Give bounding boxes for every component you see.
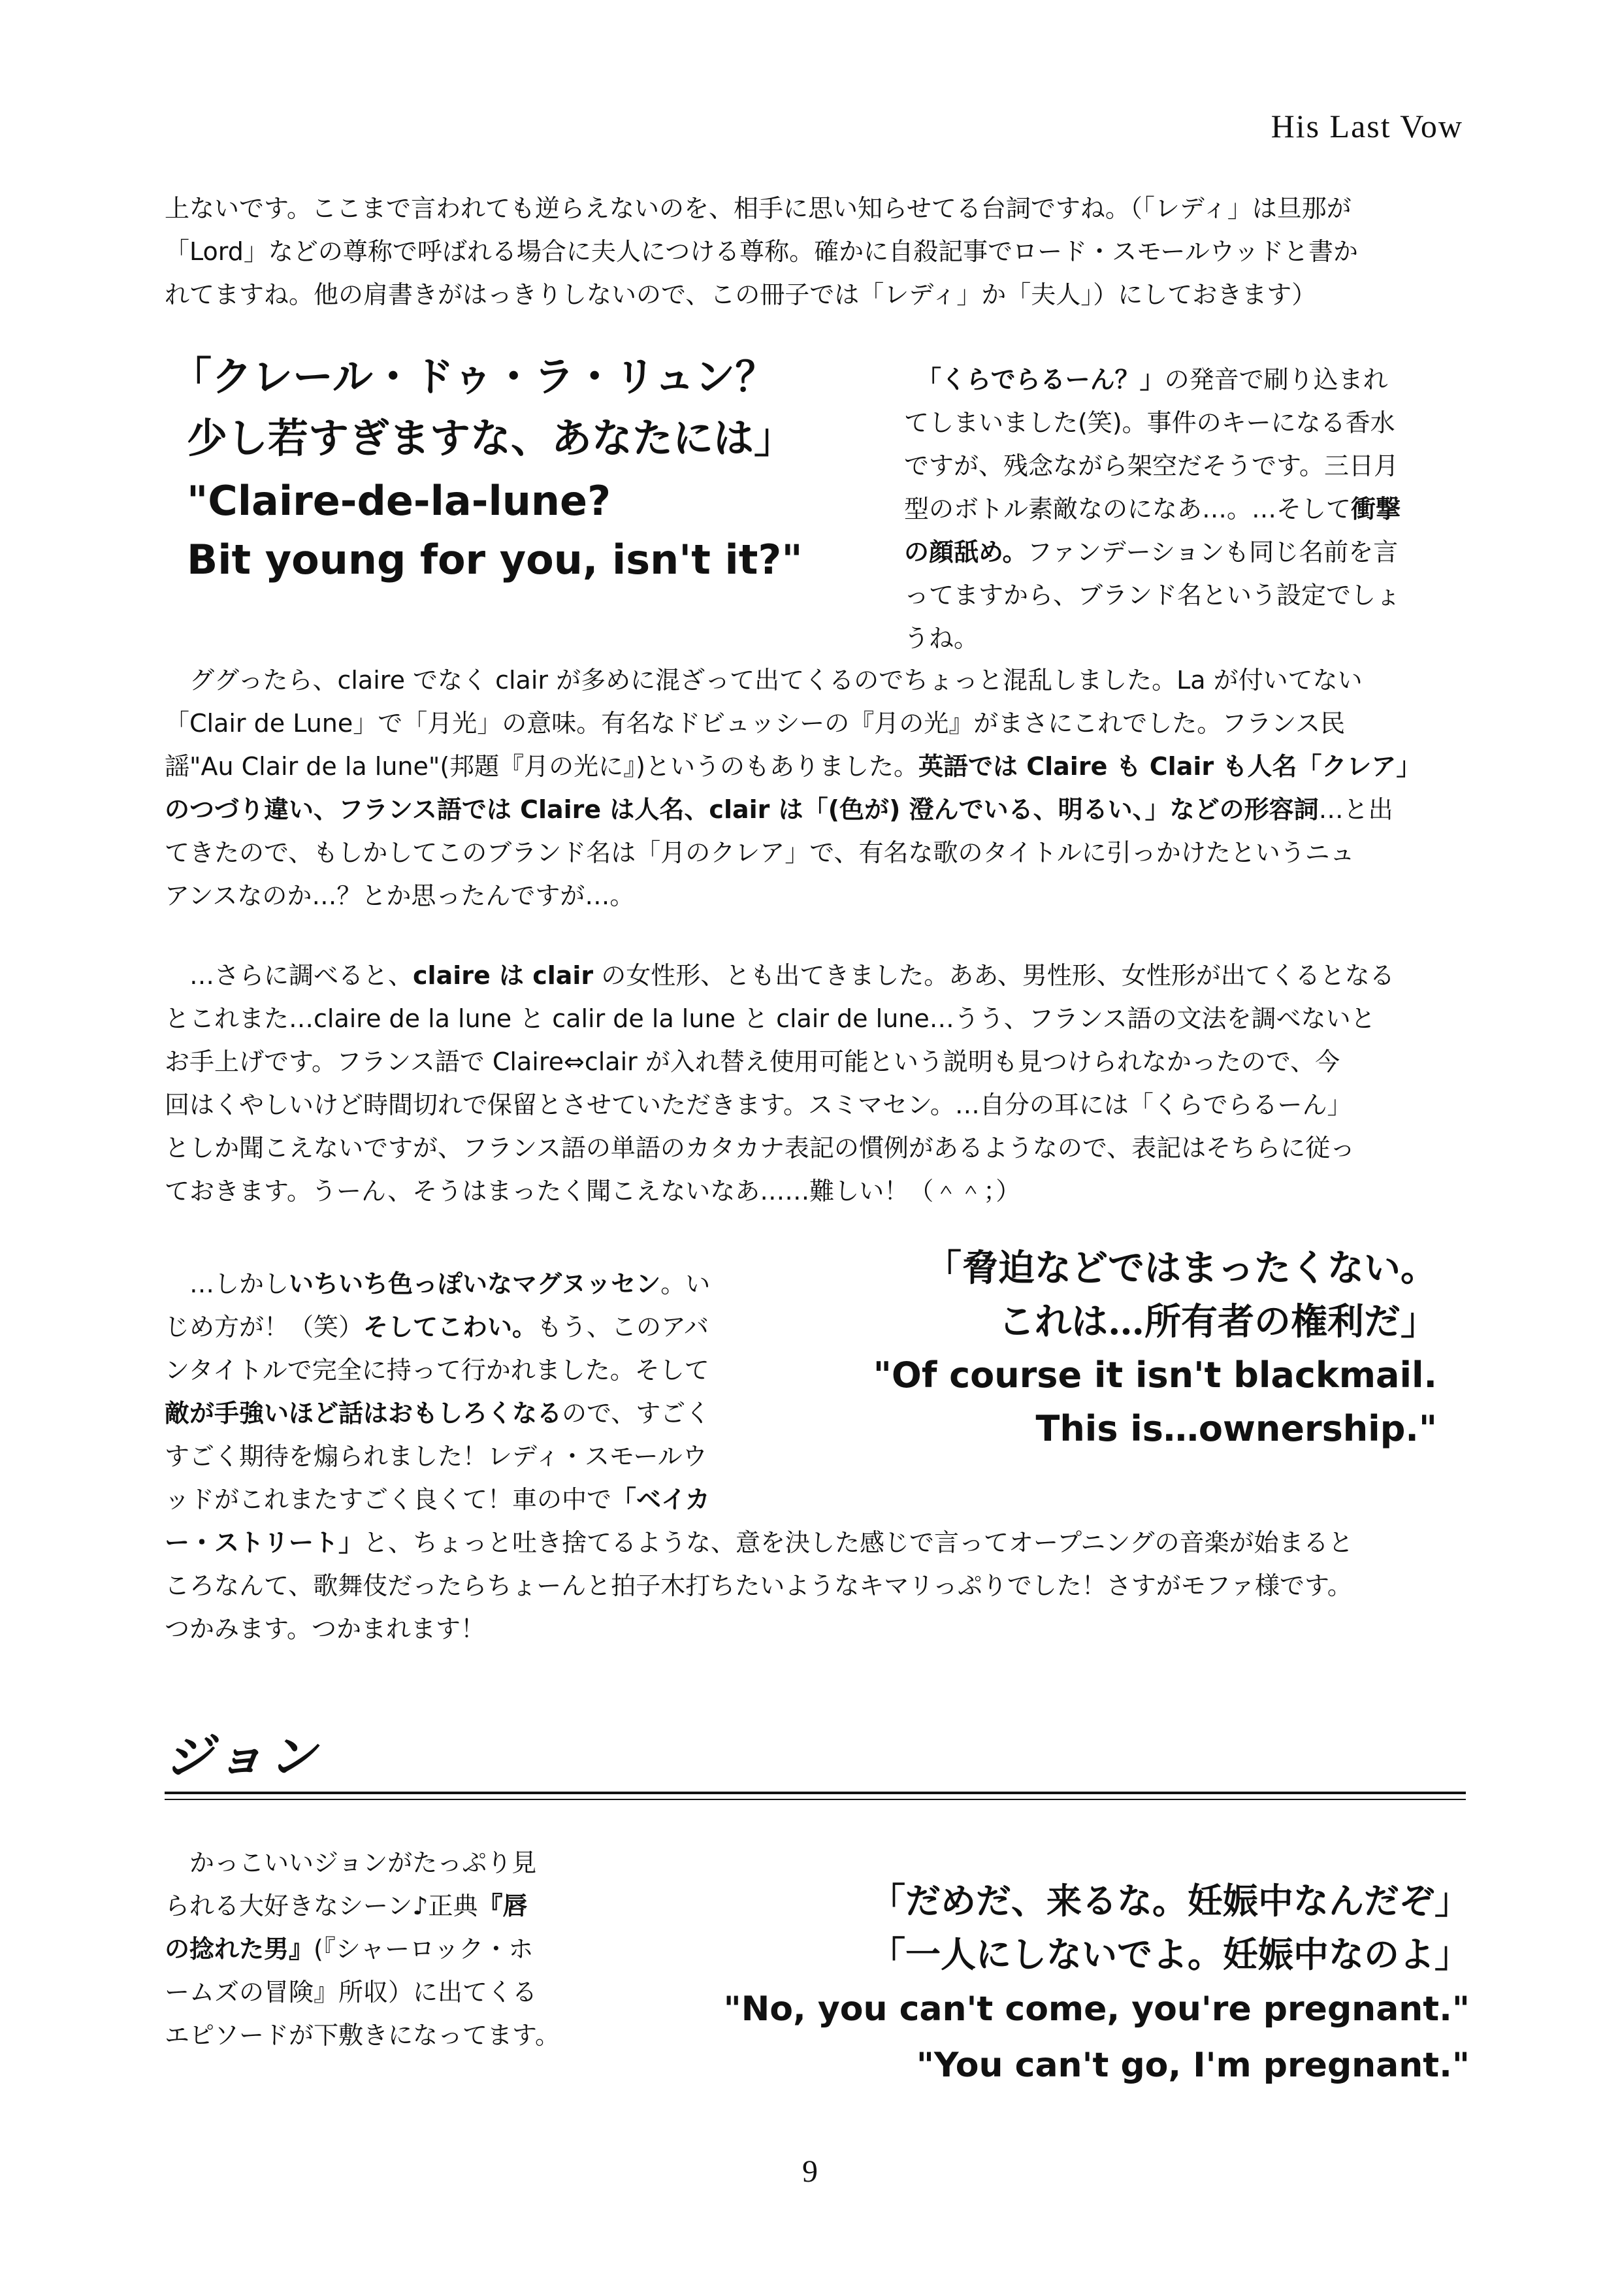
text-line: としか聞こえないですが、フランス語の単語のカタカナ表記の慣例があるようなので、表記はそちらに従っ	[165, 1134, 1355, 1162]
quote-jp-line: これは…所有者の権利だ」	[998, 1300, 1437, 1343]
text-line: 上ないです。ここまで言われても逆らえないのを、相手に思い知らせてる台詞ですね。（「レディ」は旦那が	[165, 194, 1352, 223]
bold-text: 『唇	[478, 1892, 528, 1920]
text-line: てきたので、もしかしてこのブランド名は「月のクレア」で、有名な歌のタイトルに引っかけたというニュ	[165, 838, 1355, 867]
text-line	[165, 954, 1471, 997]
bold-text: の顔舐め。	[904, 538, 1028, 566]
section-title: ジョン	[165, 1729, 321, 1785]
quote-en-line: "Of course it isn't blackmail.	[873, 1354, 1437, 1396]
text-line: ておきます。うーん、そうはまったく聞こえないなあ……難しい！（＾＾；）	[165, 1177, 1021, 1205]
quote-claire-de-la-lune	[171, 346, 883, 591]
text: もう、このアバ	[537, 1313, 709, 1341]
text-line	[165, 1521, 1471, 1564]
intro-paragraph	[165, 187, 1471, 316]
bold-text: 「ベイカ	[611, 1485, 710, 1514]
bold-text: claire は clair	[413, 961, 594, 990]
text-line: ググったら、claire でなく clair が多めに混ざって出てくるのでちょっと混乱しました。La が付いてない	[165, 666, 1363, 695]
bold-text: そしてこわい。	[363, 1313, 538, 1341]
text: られる大好きなシーン♪正典	[165, 1892, 478, 1920]
bold-text: 英語では Claire も Clair も人名「クレア」	[918, 752, 1421, 781]
text-line: ころなんて、歌舞伎だったらちょーんと拍子木打ちたいようなキマリっぷりでした！さすがモファ様です。	[165, 1571, 1352, 1600]
paragraph-french-grammar	[165, 954, 1471, 1213]
bold-text: 「くらでらるーん？」	[929, 365, 1165, 394]
text-line: ってますから、ブランド名という設定でしょ	[904, 581, 1401, 610]
quote-blackmail	[771, 1241, 1437, 1456]
text-line: てしまいました(笑)。事件のキーになる香水	[904, 408, 1395, 437]
text-line: ームズの冒険』所収）に出てくる	[165, 1978, 538, 2007]
quote-jp-line: 「だめだ、来るな。妊娠中なんだぞ」	[870, 1880, 1470, 1922]
text-line: 回はくやしいけど時間切れで保留とさせていただきます。スミマセン。…自分の耳には「くらでらるーん」	[165, 1091, 1352, 1119]
quote-jp-line: 「脅迫などではまったくない。	[925, 1247, 1437, 1290]
quote-en-line: "No, you can't come, you're pregnant."	[723, 1990, 1470, 2029]
text: ッドがこれまたすごく良くて！車の中で	[165, 1485, 612, 1514]
text-line: かっこいいジョンがたっぷり見	[165, 1848, 537, 1877]
text: 型のボトル素敵なのになあ…。…そして	[904, 495, 1352, 523]
quote-en-line: Bit young for you, isn't it?"	[187, 536, 803, 583]
text: …さらに調べると、	[165, 961, 413, 990]
quote-pregnant	[608, 1874, 1470, 2093]
text-line: とこれまた…claire de la lune と calir de la lune と clair de lune…うう、フランス語の文法を調べないと	[165, 1004, 1376, 1033]
page-number: 9	[802, 2154, 818, 2189]
text-line: うね。	[904, 624, 979, 653]
bold-text: 衝撃	[1351, 495, 1401, 523]
text: の女性形、とも出てきました。ああ、男性形、女性形が出てくるとなる	[593, 961, 1395, 990]
text: と、ちょっと吐き捨てるような、意を決した感じで言ってオープニングの音楽が始まると	[363, 1528, 1353, 1557]
text-line	[904, 358, 1472, 401]
quote-jp-line: 「一人にしないでよ。妊娠中なのよ」	[870, 1933, 1470, 1975]
text-line: アンスなのか…？とか思ったんですが…。	[165, 881, 635, 910]
text-line: つかみます。つかまれます！	[165, 1615, 485, 1643]
text: 謡"Au Clair de la lune"(邦題『月の光に』)というのもありました。	[165, 752, 919, 781]
quote-jp-line: 「クレール・ドゥ・ラ・リュン？	[171, 353, 776, 401]
bold-text: 敵が手強いほど話はおもしろくなる	[165, 1399, 562, 1428]
text-line	[165, 1927, 596, 1971]
text-line: エピソードが下敷きになってます。	[165, 2021, 560, 2050]
paragraph-john	[165, 1841, 596, 2057]
section-divider-thin	[165, 1799, 1466, 1800]
text: の発音で刷り込まれ	[1164, 365, 1388, 394]
text-line	[165, 788, 1471, 831]
text-line: 「Clair de Lune」で「月光」の意味。有名なドビュッシーの『月の光』がまさにこれでした。フランス民	[165, 709, 1346, 738]
text-line	[165, 1884, 596, 1927]
bold-text: いちいち色っぽいなマグヌッセン	[289, 1270, 661, 1298]
quote-en-line: "Claire-de-la-lune?	[187, 477, 611, 525]
section-divider	[165, 1792, 1466, 1794]
text-line	[904, 487, 1472, 531]
text-line: お手上げです。フランス語で Claire⇔clair が入れ替え使用可能という説明も見つけられなかったので、今	[165, 1047, 1340, 1076]
text: ので、すごく	[562, 1399, 711, 1428]
text: じめ方が！（笑）	[165, 1313, 364, 1341]
quote-en-line: "You can't go, I'm pregnant."	[916, 2046, 1470, 2085]
text: …と出	[1318, 795, 1393, 824]
text-line: すごく期待を煽られました！レディ・スモールウ	[165, 1442, 707, 1471]
text-line	[904, 531, 1472, 574]
quote-en-line: This is…ownership."	[1035, 1408, 1437, 1449]
quote-jp-line: 少し若すぎますな、あなたには」	[187, 414, 795, 462]
paragraph-google	[165, 659, 1471, 917]
text: ファンデーションも同じ名前を言	[1027, 538, 1399, 566]
text-line	[165, 1478, 1471, 1521]
text-line: れてますね。他の肩書きがはっきりしないので、この冊子では「レディ」か「夫人」）にしておきます）	[165, 280, 1317, 309]
text-line: ですが、残念ながら架空だそうです。三日月	[904, 451, 1399, 480]
text: 。い	[660, 1270, 711, 1298]
text-line: ンタイトルで完全に持って行かれました。そして	[165, 1356, 709, 1385]
bold-text: の捻れた男』	[165, 1935, 314, 1963]
text: …しかし	[165, 1270, 289, 1298]
text: (『シャーロック・ホ	[314, 1935, 534, 1963]
text-line	[165, 745, 1471, 788]
bold-text: ー・ストリート」	[165, 1528, 364, 1557]
text-line: 「Lord」などの尊称で呼ばれる場合に夫人につける尊称。確かに自殺記事でロード・スモールウッドと書か	[165, 237, 1359, 266]
side-note-perfume	[904, 358, 1472, 660]
bold-text: のつづり違い、フランス語では Claire は人名、clair は「(色が) 澄んでいる、明るい、」などの形容詞	[165, 795, 1319, 824]
running-title: His Last Vow	[1271, 108, 1463, 144]
